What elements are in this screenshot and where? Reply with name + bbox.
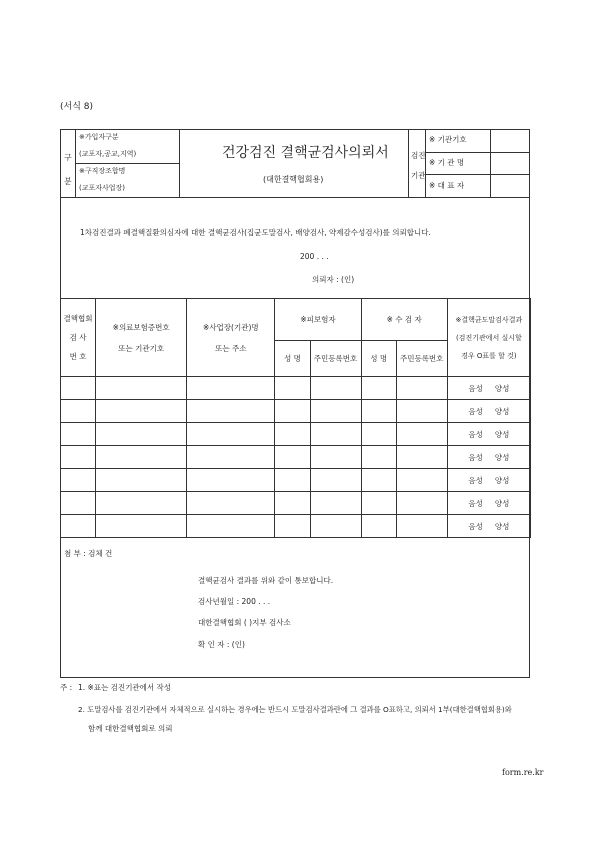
attachment-line: 첨 부 : 검체 건: [64, 549, 113, 558]
table-row: [61, 377, 531, 400]
col-workplace-1: ※사업장(기관)명: [203, 322, 259, 332]
note-2: 2. 도말검사를 검진기관에서 자체적으로 실시하는 경우에는 반드시 도말검사결과란에 그 결과를 O표하고, 의뢰서 1부(대한결핵협회용)와: [78, 705, 512, 714]
institution-name-label: ※ 기 관 명: [429, 158, 465, 167]
col-insurance-2: 또는 기관기호: [118, 343, 165, 353]
sub-insured-name: 성 명: [275, 341, 310, 377]
institution-label-bottom: 기관: [411, 171, 426, 180]
result-positive[interactable]: 양성: [494, 383, 510, 393]
institution-code-label: ※ 기관기호: [429, 135, 467, 144]
member-type-values: (교포자,공교,지역): [79, 150, 137, 158]
col-test-number-1: 결핵협회: [63, 314, 93, 323]
test-date: 검사년월일 : 200 . . .: [198, 597, 271, 606]
result-positive[interactable]: 양성: [494, 406, 510, 416]
association-branch: 대한결핵협회 ( )지부 검사소: [198, 618, 291, 627]
header-gu: 구: [64, 153, 72, 162]
result-negative[interactable]: 음성: [468, 498, 483, 508]
note-2-continued: 함께 대한결핵협회로 의뢰: [88, 724, 173, 733]
sample-table: [60, 298, 531, 538]
sub-insured-id: 주민등록번호: [310, 341, 361, 377]
union-name-sub: (교포자사업장): [79, 184, 126, 192]
result-negative[interactable]: 음성: [468, 429, 483, 439]
result-notice: 결핵균검사 결과를 위와 같이 통보합니다.: [198, 576, 334, 585]
result-positive[interactable]: 양성: [494, 429, 510, 439]
union-name-label: ※구직장조합명: [79, 167, 126, 175]
form-title: 건강검진 결핵균검사의뢰서: [222, 145, 389, 161]
requester: 의뢰자 : (인): [312, 275, 355, 284]
header-bun: 분: [64, 177, 72, 186]
sub-examinee-id: 주민등록번호: [396, 341, 447, 377]
result-positive[interactable]: 양성: [494, 498, 510, 508]
table-row: [61, 515, 531, 538]
note-1: 1. ※표는 검진기관에서 작성: [78, 683, 172, 692]
col-insured: ※피보험자: [275, 299, 361, 341]
result-negative[interactable]: 음성: [468, 521, 483, 531]
table-row: [61, 492, 531, 515]
institution-rep-label: ※ 대 표 자: [429, 181, 465, 190]
col-result-3: 경우 O표를 할 것): [461, 351, 517, 360]
request-date: 200 . . .: [300, 252, 329, 261]
result-negative[interactable]: 음성: [468, 475, 483, 485]
col-test-number-3: 번 호: [69, 352, 87, 361]
col-insurance-1: ※의료보험증번호: [112, 322, 170, 332]
col-result-2: (검진기관에서 실시할: [455, 333, 522, 342]
table-row: [61, 469, 531, 492]
col-workplace-2: 또는 주소: [215, 343, 247, 353]
notes-prefix: 주 :: [60, 683, 73, 692]
table-row: [61, 446, 531, 469]
result-positive[interactable]: 양성: [494, 475, 510, 485]
table-row: [61, 400, 531, 423]
table-row: [61, 423, 531, 446]
request-text: 1차검진결과 폐결핵질환의심자에 대한 결핵균검사(집균도말검사, 배양검사, 약제감수성검사)를 의뢰합니다.: [80, 228, 431, 237]
col-test-number-2: 검 사: [69, 333, 87, 342]
col-result-1: ※결핵균도말검사결과: [455, 315, 523, 324]
confirmer: 확 인 자 : (인): [198, 640, 245, 649]
result-negative[interactable]: 음성: [468, 452, 483, 462]
member-type-label: ※가입자구분: [79, 133, 119, 141]
institution-label-top: 검진: [411, 151, 426, 160]
result-positive[interactable]: 양성: [494, 452, 510, 462]
sub-examinee-name: 성 명: [361, 341, 396, 377]
result-negative[interactable]: 음성: [468, 406, 483, 416]
site-watermark: form.re.kr: [502, 768, 544, 777]
form-number: (서식 8): [60, 102, 93, 112]
result-negative[interactable]: 음성: [468, 383, 483, 393]
result-positive[interactable]: 양성: [494, 521, 510, 531]
form-subtitle: (대한결핵협회용): [263, 175, 324, 184]
col-examinee: ※ 수 검 자: [361, 299, 447, 341]
